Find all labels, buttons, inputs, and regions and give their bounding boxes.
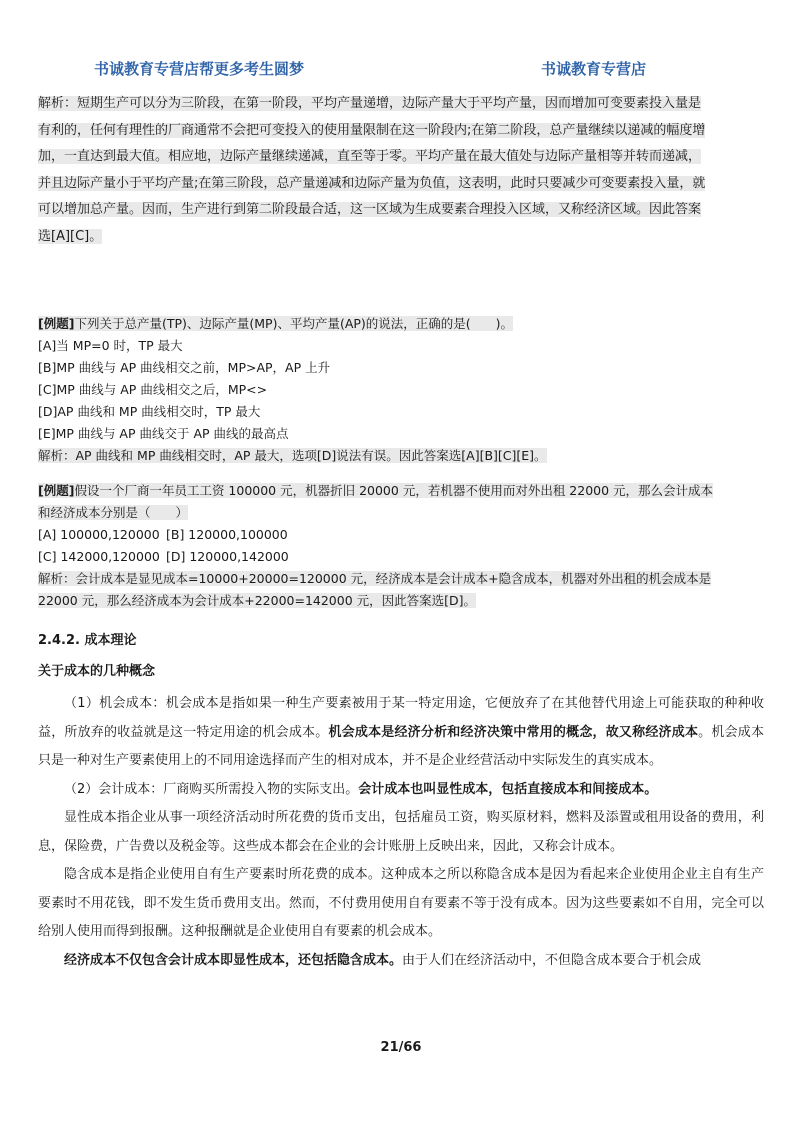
paragraph-text: （2）会计成本：厂商购买所需投入物的实际支出。 xyxy=(64,781,359,797)
option-c: [C] 142000,120000 xyxy=(38,549,160,564)
example-analysis: 解析：AP 曲线和 MP 曲线相交时，AP 最大，选项[D]说法有误。因此答案选[A][B][C][E]。 xyxy=(38,448,547,463)
page-current: 21 xyxy=(380,1040,399,1055)
option-d: [D] 120000,142000 xyxy=(166,549,289,564)
example-question: 下列关于总产量(TP)、边际产量(MP)、平均产量(AP)的说法，正确的是( )。 xyxy=(74,316,514,331)
paragraph-explicit-cost: 显性成本指企业从事一项经济活动时所花费的货币支出，包括雇员工资，购买原材料，燃料及添置或租用设备的费用，利息，保险费，广告费以及税金等。这些成本都会在企业的会计账册上反映出来，因此，又称会计成本。 xyxy=(38,810,764,854)
paragraph-opportunity-cost xyxy=(38,690,764,776)
example-block-2 xyxy=(38,480,764,612)
paragraph-economic-cost xyxy=(38,947,764,976)
paragraph-text: 由于人们在经济活动中，不但隐含成本要合于机会成 xyxy=(402,952,702,968)
analysis-line: 有利的，任何有理性的厂商通常不会把可变投入的使用量限制在这一阶段内;在第二阶段，总产量继续以递减的幅度增 xyxy=(38,122,706,138)
example-tag: [例题] xyxy=(38,483,75,498)
page-header xyxy=(38,58,764,80)
paragraph-implicit-cost: 隐含成本是指企业使用自有生产要素时所花费的成本。这种成本之所以称隐含成本是因为看起来企业使用企业主自有生产要素时不用花钱，即不发生货币费用支出。然而，不付费用使用自有要素不等于没有成本。因为这些要素如不自用，完全可以给别人使用而得到报酬。这种报酬就是企业使用自有要素的机会成本。 xyxy=(38,867,764,939)
body-text xyxy=(38,690,764,975)
paragraph-text: （1）机会成本：机会成本是指如果一种生产要素被用于某一特定用途，它便放弃了在其他替代用途上可能获取的种种收益，所放弃的收益就是这一特定用途的机会成本。 xyxy=(38,696,764,740)
example-question-line1: 假设一个厂商一年员工工资 100000 元，机器折旧 20000 元，若机器不使用而对外出租 22000 元，那么会计成本 xyxy=(74,483,714,498)
analysis-line: 可以增加总产量。因而，生产进行到第二阶段最合适，这一区域为生成要素合理投入区域，又称经济区域。因此答案 xyxy=(38,202,702,218)
analysis-line: 加，一直达到最大值。相应地，边际产量继续递减，直至等于零。平均产量在最大值处与边际产量相等并转而递减， xyxy=(38,149,702,165)
page-number xyxy=(38,1040,764,1055)
option-c: [C]MP 曲线与 AP 曲线相交之后，MP<> xyxy=(38,382,268,397)
option-b: [B] 120000,100000 xyxy=(166,527,288,542)
section-subtitle: 关于成本的几种概念 xyxy=(38,664,156,679)
paragraph-accounting-cost xyxy=(38,776,764,805)
header-left-text: 书诚教育专营店帮更多考生圆梦 xyxy=(94,60,305,78)
section-title: 2.4.2. 成本理论 xyxy=(38,633,137,648)
paragraph-bold-text: 会计成本也叫显性成本，包括直接成本和间接成本。 xyxy=(358,781,658,797)
analysis-line: 选[A][C]。 xyxy=(38,228,103,244)
option-d: [D]AP 曲线和 MP 曲线相交时，TP 最大 xyxy=(38,404,261,419)
section-heading xyxy=(38,630,764,683)
option-a: [A]当 MP=0 时，TP 最大 xyxy=(38,338,183,353)
page-total: 66 xyxy=(403,1040,422,1055)
paragraph-text: 。机会成本只是一种对生产要素使用上的不同用途选择而产生的相对成本，并不是企业经营活动中实际发生的真实成本。 xyxy=(38,724,764,768)
analysis-line: 解析：短期生产可以分为三阶段，在第一阶段，平均产量递增，边际产量大于平均产量，因而增加可变要素投入量是 xyxy=(38,96,702,111)
paragraph-bold-text: 经济成本不仅包含会计成本即显性成本，还包括隐含成本。 xyxy=(64,952,403,968)
example-analysis-line2: 22000 元，那么经济成本为会计成本+22000=142000 元，因此答案选[D]。 xyxy=(38,593,477,608)
example-analysis-line1: 解析：会计成本是显见成本=10000+20000=120000 元，经济成本是会计成本+隐含成本，机器对外出租的机会成本是 xyxy=(38,571,712,586)
analysis-block-1 xyxy=(38,91,764,251)
page-separator: / xyxy=(398,1040,404,1055)
example-block-1 xyxy=(38,313,764,467)
option-b: [B]MP 曲线与 AP 曲线相交之前，MP>AP，AP 上升 xyxy=(38,360,331,375)
option-a: [A] 100000,120000 xyxy=(38,527,160,542)
analysis-line: 并且边际产量小于平均产量;在第三阶段，总产量递减和边际产量为负值，这表明，此时只要减少可变要素投入量，就 xyxy=(38,175,706,191)
header-right-text: 书诚教育专营店 xyxy=(541,60,647,78)
example-tag: [例题] xyxy=(38,316,75,331)
option-e: [E]MP 曲线与 AP 曲线交于 AP 曲线的最高点 xyxy=(38,426,289,441)
paragraph-bold-text: 机会成本是经济分析和经济决策中常用的概念，故又称经济成本 xyxy=(328,724,699,740)
example-question-line2: 和经济成本分别是（ ） xyxy=(38,505,189,520)
